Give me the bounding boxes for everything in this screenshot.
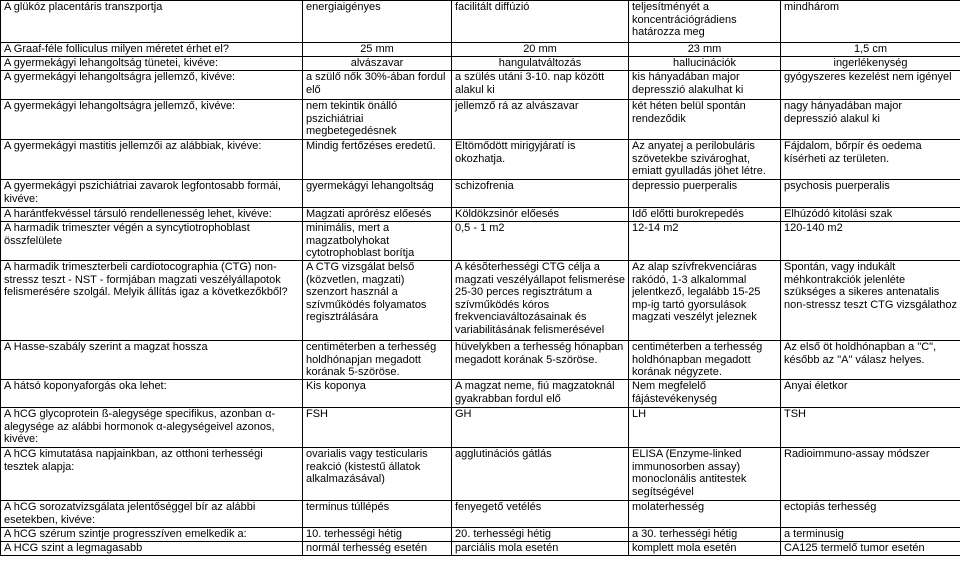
answer-a-cell: nem tekintik önálló pszichiátriai megbetegedésnek bbox=[303, 100, 452, 140]
answer-a-cell: gyermekágyi lehangoltság bbox=[303, 180, 452, 208]
question-cell: A Hasse-szabály szerint a magzat hossza bbox=[1, 341, 303, 380]
answer-d-cell: Spontán, vagy indukált méhkontrakciók jelenléte szükséges a sikeres antenatalis non-stressz teszt CTG vizsgálathoz bbox=[781, 261, 960, 341]
answer-c-cell: a 30. terhességi hétig bbox=[629, 528, 781, 542]
answer-a-cell: centiméterben a terhesség holdhónapjan megadott korának 5-szöröse. bbox=[303, 341, 452, 380]
answer-a-cell: terminus túllépés bbox=[303, 501, 452, 528]
answer-b-cell: agglutinációs gátlás bbox=[452, 448, 629, 501]
answer-c-cell: centiméterben a terhesség holdhónapban megadott korának négyzete. bbox=[629, 341, 781, 380]
answer-a-cell: minimális, mert a magzatbolyhokat cytotrophoblast borítja bbox=[303, 222, 452, 261]
answer-b-cell: parciális mola esetén bbox=[452, 542, 629, 556]
answer-c-cell: Az anyatej a perilobuláris szövetekbe szivároghat, emiatt gyulladás jöhet létre. bbox=[629, 140, 781, 180]
answer-b-cell: Eltömődött mirigyjáratí is okozhatja. bbox=[452, 140, 629, 180]
answer-a-cell: Mindig fertőzéses eredetű. bbox=[303, 140, 452, 180]
answer-d-cell: mindhárom bbox=[781, 1, 960, 43]
table-row bbox=[1, 43, 960, 57]
answer-a-cell: FSH bbox=[303, 408, 452, 448]
table-row bbox=[1, 261, 960, 341]
answer-d-cell: ingerlékenység bbox=[781, 57, 960, 71]
question-cell: A hCG glycoprotein ß-alegysége specifikus, azonban α-alegysége az alábbi hormonok α-alegységeivel azonos, kivéve: bbox=[1, 408, 303, 448]
table-row bbox=[1, 448, 960, 501]
answer-d-cell: Fájdalom, bőrpír és oedema kísérheti az területen. bbox=[781, 140, 960, 180]
answer-b-cell: A késõterhességi CTG célja a magzati veszélyállapot felismerése 25-30 perces regisztrátum a szívműködés kóros frekvenciaváltozásainak és variabilitásának felismerésével bbox=[452, 261, 629, 341]
answer-d-cell: 120-140 m2 bbox=[781, 222, 960, 261]
answer-d-cell: gyógyszeres kezelést nem igényel bbox=[781, 71, 960, 100]
question-cell: A gyermekágyi pszichiátriai zavarok legfontosabb formái, kivéve: bbox=[1, 180, 303, 208]
answer-b-cell: 20 mm bbox=[452, 43, 629, 57]
answer-b-cell: 0,5 - 1 m2 bbox=[452, 222, 629, 261]
answer-b-cell: a szülés utáni 3-10. nap között alakul ki bbox=[452, 71, 629, 100]
table-row bbox=[1, 528, 960, 542]
answer-b-cell: hüvelykben a terhesség hónapban megadott korának 5-szöröse. bbox=[452, 341, 629, 380]
table-row bbox=[1, 380, 960, 408]
question-cell: A hCG kimutatása napjainkban, az otthoni terhességi tesztek alapja: bbox=[1, 448, 303, 501]
answer-c-cell: depressio puerperalis bbox=[629, 180, 781, 208]
answer-d-cell: psychosis puerperalis bbox=[781, 180, 960, 208]
answer-b-cell: schizofrenia bbox=[452, 180, 629, 208]
answer-d-cell: CA125 termelő tumor esetén bbox=[781, 542, 960, 556]
answer-b-cell: A magzat neme, fiú magzatoknál gyakrabban fordul elő bbox=[452, 380, 629, 408]
answer-c-cell: 12-14 m2 bbox=[629, 222, 781, 261]
table-row bbox=[1, 140, 960, 180]
answer-a-cell: normál terhesség esetén bbox=[303, 542, 452, 556]
answer-c-cell: kis hányadában major depresszió alakulhat ki bbox=[629, 71, 781, 100]
question-cell: A harmadik trimeszterbeli cardiotocographia (CTG) non-stressz teszt - NST - formjában magzati veszélyállapotok felismerésére szolgál. Melyik állítás igaz a következőkből? bbox=[1, 261, 303, 341]
question-cell: A hCG szérum szintje progresszíven emelkedik a: bbox=[1, 528, 303, 542]
answer-a-cell: A CTG vizsgálat belső (közvetlen, magzati) szenzort használ a szívműködés folyamatos regisztrálására bbox=[303, 261, 452, 341]
answer-d-cell: Az első öt holdhónapban a "C", később az "A" válasz helyes. bbox=[781, 341, 960, 380]
answer-a-cell: alvászavar bbox=[303, 57, 452, 71]
answer-d-cell: TSH bbox=[781, 408, 960, 448]
table-row bbox=[1, 180, 960, 208]
answer-b-cell: facilitált diffúzió bbox=[452, 1, 629, 43]
table-row bbox=[1, 408, 960, 448]
answer-c-cell: hallucinációk bbox=[629, 57, 781, 71]
answer-d-cell: Anyai életkor bbox=[781, 380, 960, 408]
answer-a-cell: Kis koponya bbox=[303, 380, 452, 408]
answer-b-cell: Köldökzsinór előesés bbox=[452, 208, 629, 222]
answer-d-cell: Elhúzódó kitolási szak bbox=[781, 208, 960, 222]
question-cell: A gyermekágyi lehangoltságra jellemző, kivéve: bbox=[1, 100, 303, 140]
answer-b-cell: hangulatváltozás bbox=[452, 57, 629, 71]
answer-a-cell: a szülő nők 30%-ában fordul elő bbox=[303, 71, 452, 100]
table-row bbox=[1, 208, 960, 222]
question-cell: A HCG szint a legmagasabb bbox=[1, 542, 303, 556]
table-row bbox=[1, 100, 960, 140]
answer-c-cell: teljesítményét a koncentrációgrádiens határozza meg bbox=[629, 1, 781, 43]
answer-b-cell: 20. terhességi hétig bbox=[452, 528, 629, 542]
answer-c-cell: Nem megfelelő fájástevékenység bbox=[629, 380, 781, 408]
question-cell: A gyermekágyi lehangoltságra jellemző, kivéve: bbox=[1, 71, 303, 100]
answer-a-cell: 10. terhességi hétig bbox=[303, 528, 452, 542]
answer-c-cell: Az alap szívfrekvenciáras rakódó, 1-3 alkalommal jelentkező, legalább 15-25 mp-ig tartó gyorsulások magzati veszélyt jeleznek bbox=[629, 261, 781, 341]
answer-c-cell: két héten belül spontán rendeződik bbox=[629, 100, 781, 140]
answer-c-cell: komplett mola esetén bbox=[629, 542, 781, 556]
answer-c-cell: LH bbox=[629, 408, 781, 448]
answer-d-cell: ectopiás terhesség bbox=[781, 501, 960, 528]
table-row bbox=[1, 222, 960, 261]
answer-b-cell: jellemző rá az alvászavar bbox=[452, 100, 629, 140]
question-cell: A gyermekágyi lehangoltság tünetei, kivéve: bbox=[1, 57, 303, 71]
answer-c-cell: molaterhesség bbox=[629, 501, 781, 528]
table-row bbox=[1, 542, 960, 556]
answer-a-cell: 25 mm bbox=[303, 43, 452, 57]
answer-d-cell: a terminusig bbox=[781, 528, 960, 542]
question-cell: A harántfekvéssel társuló rendellenesség lehet, kivéve: bbox=[1, 208, 303, 222]
answer-c-cell: Idő előtti burokrepedés bbox=[629, 208, 781, 222]
table-row bbox=[1, 341, 960, 380]
answer-c-cell: 23 mm bbox=[629, 43, 781, 57]
answer-b-cell: GH bbox=[452, 408, 629, 448]
question-cell: A hCG sorozatvizsgálata jelentőséggel bír az alábbi esetekben, kivéve: bbox=[1, 501, 303, 528]
table-row bbox=[1, 1, 960, 43]
answer-d-cell: Radioimmuno-assay módszer bbox=[781, 448, 960, 501]
table-row bbox=[1, 501, 960, 528]
question-cell: A glükóz placentáris transzportja bbox=[1, 1, 303, 43]
question-cell: A gyermekágyi mastitis jellemzői az alábbiak, kivéve: bbox=[1, 140, 303, 180]
question-cell: A Graaf-féle folliculus milyen méretet érhet el? bbox=[1, 43, 303, 57]
answer-d-cell: nagy hányadában major depresszió alakul ki bbox=[781, 100, 960, 140]
question-cell: A harmadik trimeszter végén a syncytiotrophoblast összfelülete bbox=[1, 222, 303, 261]
table-row bbox=[1, 71, 960, 100]
answer-d-cell: 1,5 cm bbox=[781, 43, 960, 57]
answer-a-cell: Magzati aprórész előesés bbox=[303, 208, 452, 222]
answer-b-cell: fenyegető vetélés bbox=[452, 501, 629, 528]
answer-a-cell: energiaigényes bbox=[303, 1, 452, 43]
table-row bbox=[1, 57, 960, 71]
question-cell: A hátsó koponyaforgás oka lehet: bbox=[1, 380, 303, 408]
answer-c-cell: ELISA (Enzyme-linked immunosorben assay) monoclonális antitestek segítségével bbox=[629, 448, 781, 501]
answer-a-cell: ovarialis vagy testicularis reakció (kistestű állatok alkalmazásával) bbox=[303, 448, 452, 501]
